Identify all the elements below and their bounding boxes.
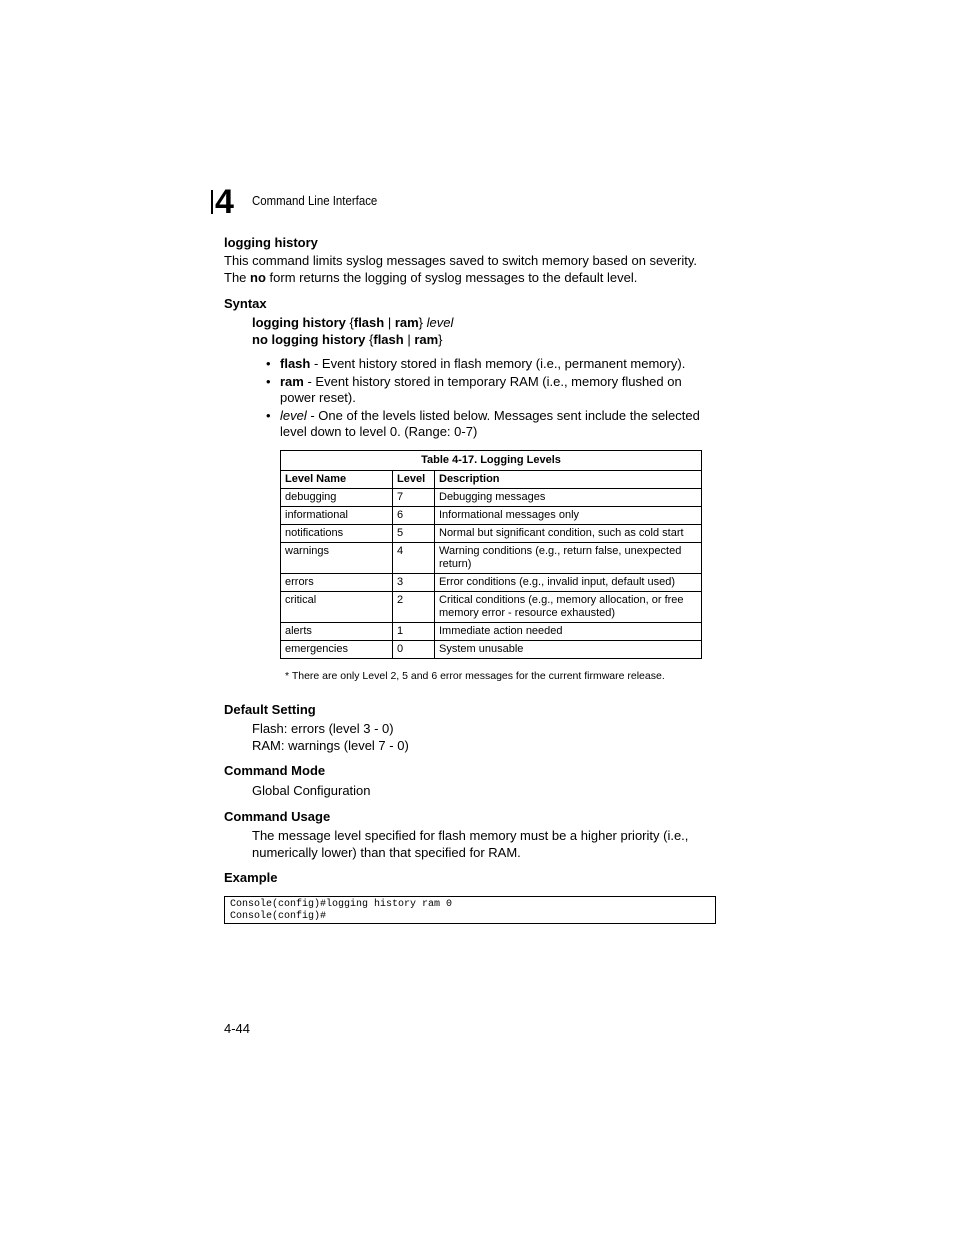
- level-name: emergencies: [281, 641, 393, 659]
- command-usage-text: The message level specified for flash memory must be a higher priority (i.e., numerically lower) than that specified for RAM.: [252, 828, 689, 860]
- table-caption: Table 4-17. Logging Levels: [281, 451, 702, 471]
- level-description: Immediate action needed: [435, 623, 702, 641]
- table-row: [281, 507, 702, 525]
- bullet-icon: •: [266, 408, 271, 423]
- param-term: level: [280, 408, 307, 423]
- parameter-list: [266, 356, 716, 442]
- command-mode-value: Global Configuration: [252, 783, 371, 798]
- level-description: Debugging messages: [435, 489, 702, 507]
- syntax-opt-flash: flash: [353, 315, 385, 330]
- level-description: Critical conditions (e.g., memory allocation, or free memory error - resource exhausted): [435, 592, 702, 623]
- level-name: warnings: [281, 543, 393, 574]
- chapter-marker-bar: [211, 190, 213, 214]
- level-name: alerts: [281, 623, 393, 641]
- code-line: Console(config)#: [230, 911, 327, 922]
- table-row: [281, 623, 702, 641]
- pipe-sep: |: [384, 315, 395, 330]
- command-description: [224, 252, 724, 286]
- syntax-opt-ram: ram: [394, 315, 419, 330]
- chapter-title: Command Line Interface: [252, 193, 378, 208]
- column-header: Description: [435, 471, 702, 489]
- brace-close: }: [418, 315, 427, 330]
- table-row: [281, 641, 702, 659]
- level-value: 2: [393, 592, 435, 623]
- list-item: [266, 356, 716, 372]
- level-name: informational: [281, 507, 393, 525]
- level-value: 0: [393, 641, 435, 659]
- table-row: [281, 574, 702, 592]
- syntax-lines: [252, 314, 712, 348]
- example-code-box: [224, 896, 716, 924]
- table-row: [281, 525, 702, 543]
- syntax-opt-flash: flash: [373, 332, 404, 347]
- level-value: 5: [393, 525, 435, 543]
- table-row: [281, 489, 702, 507]
- description-prefix: The: [224, 270, 251, 285]
- bullet-icon: •: [266, 374, 271, 389]
- syntax-no-cmd: no logging history: [252, 332, 366, 347]
- syntax-cmd: logging history: [252, 315, 346, 330]
- column-header: Level Name: [281, 471, 393, 489]
- table-header-row: [281, 471, 702, 489]
- brace-open: {: [345, 315, 354, 330]
- level-value: 6: [393, 507, 435, 525]
- level-name: critical: [281, 592, 393, 623]
- syntax-heading: Syntax: [224, 296, 267, 311]
- list-item: [266, 374, 716, 406]
- default-setting-heading: Default Setting: [224, 702, 316, 717]
- description-line-1: This command limits syslog messages saved to switch memory based on severity.: [224, 253, 697, 268]
- param-term: flash: [280, 356, 311, 371]
- page-number: 4-44: [224, 1021, 251, 1036]
- level-value: 1: [393, 623, 435, 641]
- syntax-opt-ram: ram: [414, 332, 439, 347]
- param-text: - Event history stored in flash memory (i.e., permanent memory).: [310, 356, 686, 371]
- default-flash: Flash: errors (level 3 - 0): [252, 721, 394, 736]
- table-row: [281, 592, 702, 623]
- description-line-2: [224, 269, 724, 286]
- param-text: - Event history stored in temporary RAM (i.e., memory flushed on power reset).: [280, 374, 682, 405]
- command-title: logging history: [224, 235, 318, 250]
- param-text: - One of the levels listed below. Messages sent include the selected level down to level 0. (Range: 0-7): [280, 408, 700, 439]
- brace-open: {: [365, 332, 374, 347]
- syntax-param-level: level: [426, 315, 454, 330]
- syntax-line-2: [252, 331, 712, 348]
- table-row: [281, 543, 702, 574]
- column-header: Level: [393, 471, 435, 489]
- command-mode-heading: Command Mode: [224, 763, 326, 778]
- level-name: debugging: [281, 489, 393, 507]
- code-line: Console(config)#logging history ram 0: [230, 899, 453, 910]
- pipe-sep: |: [403, 332, 415, 347]
- chapter-number: 4: [215, 183, 234, 221]
- param-term: ram: [280, 374, 304, 389]
- example-heading: Example: [224, 870, 278, 885]
- default-ram: RAM: warnings (level 7 - 0): [252, 738, 409, 753]
- logging-levels-table: [280, 450, 702, 659]
- level-description: Warning conditions (e.g., return false, unexpected return): [435, 543, 702, 574]
- level-value: 4: [393, 543, 435, 574]
- level-name: notifications: [281, 525, 393, 543]
- no-keyword: no: [250, 270, 266, 285]
- level-description: Normal but significant condition, such as cold start: [435, 525, 702, 543]
- table-caption-row: [281, 451, 702, 471]
- level-value: 3: [393, 574, 435, 592]
- level-description: System unusable: [435, 641, 702, 659]
- level-description: Error conditions (e.g., invalid input, default used): [435, 574, 702, 592]
- table-footnote: * There are only Level 2, 5 and 6 error messages for the current firmware release.: [285, 670, 665, 682]
- level-description: Informational messages only: [435, 507, 702, 525]
- level-name: errors: [281, 574, 393, 592]
- syntax-line-1: [252, 314, 712, 331]
- command-usage-heading: Command Usage: [224, 809, 331, 824]
- brace-close: }: [438, 332, 443, 347]
- default-setting-values: [252, 720, 409, 754]
- description-suffix: form returns the logging of syslog messages to the default level.: [265, 270, 638, 285]
- level-value: 7: [393, 489, 435, 507]
- bullet-icon: •: [266, 356, 271, 371]
- list-item: [266, 408, 716, 440]
